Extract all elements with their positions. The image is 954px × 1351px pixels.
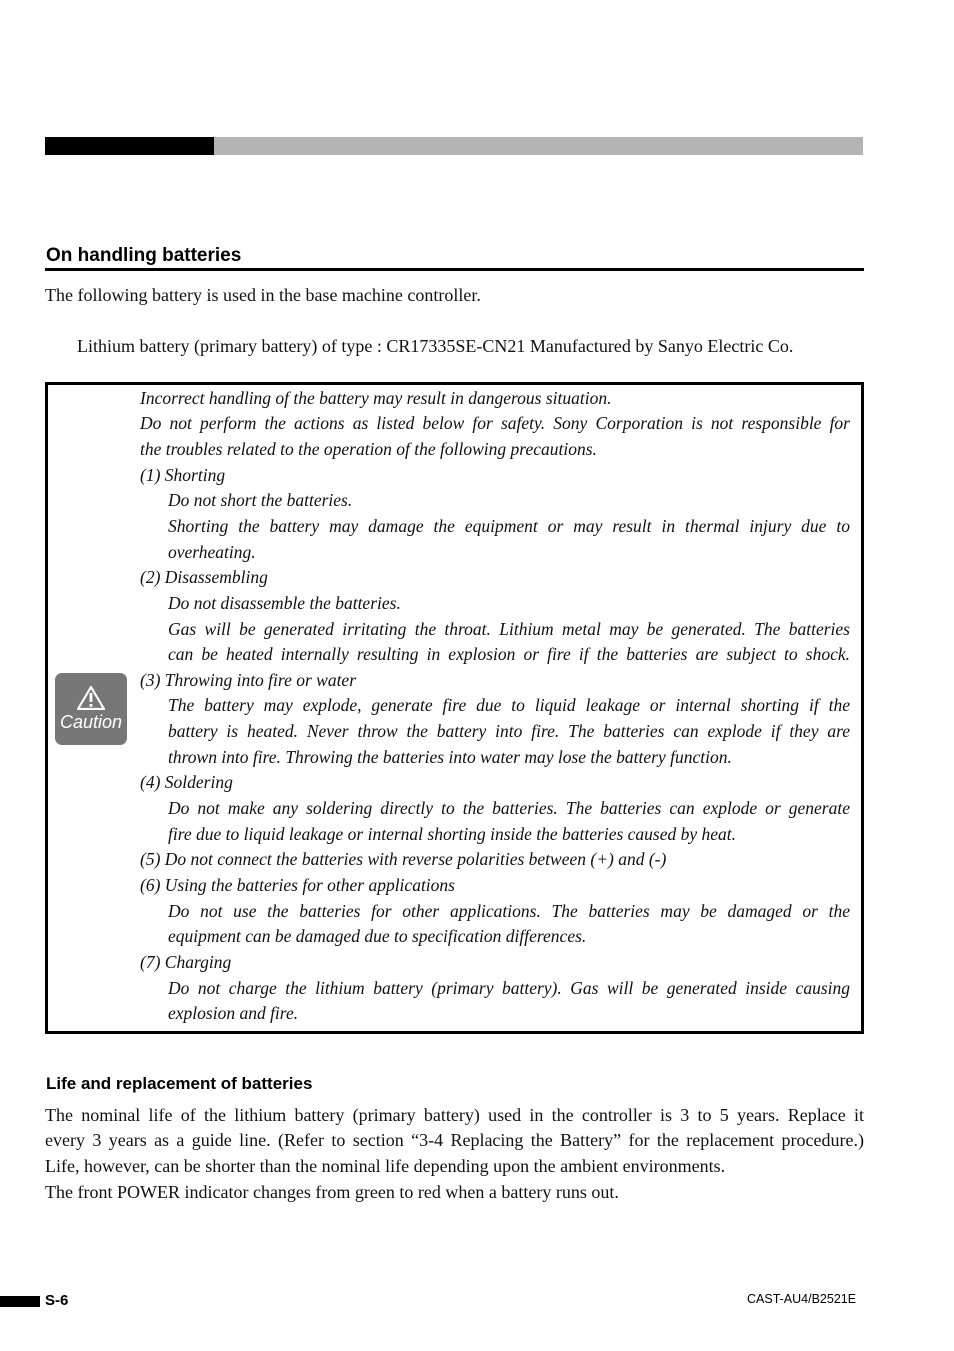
caution-line: Do not short the batteries.: [168, 490, 353, 510]
intro-text: The following battery is used in the base machine controller.: [45, 285, 481, 305]
header-bar-black: [45, 137, 214, 155]
footer-bar: [0, 1296, 40, 1307]
caution-line: Shorting the battery may damage the equipment or may result in thermal injury due to: [168, 516, 850, 536]
caution-line: Do not make any soldering directly to the batteries. The batteries can explode or generate: [168, 798, 850, 818]
caution-line: Do not perform the actions as listed below for safety. Sony Corporation is not responsible for: [140, 413, 850, 433]
caution-line: can be heated internally resulting in explosion or fire if the batteries are subject to shock.: [168, 644, 850, 664]
caution-line: overheating.: [168, 542, 256, 562]
caution-line: Do not use the batteries for other applications. The batteries may be damaged or the: [168, 901, 850, 921]
caution-badge: [55, 673, 127, 745]
caution-item-heading: (2) Disassembling: [140, 567, 268, 587]
header-bar-gray: [214, 137, 863, 155]
caution-item-heading: (5) Do not connect the batteries with reverse polarities between (+) and (-): [140, 849, 667, 869]
caution-item-heading: (7) Charging: [140, 952, 232, 972]
battery-spec: Lithium battery (primary battery) of type : CR17335SE-CN21 Manufactured by Sanyo Electric Co.: [77, 336, 794, 356]
caution-line: The battery may explode, generate fire due to liquid leakage or internal shorting if the: [168, 695, 850, 715]
caution-item-heading: (3) Throwing into fire or water: [140, 670, 357, 690]
page-number: S-6: [45, 1292, 69, 1309]
caution-line: Incorrect handling of the battery may result in dangerous situation.: [140, 388, 612, 408]
caution-line: Do not charge the lithium battery (primary battery). Gas will be generated inside causing: [168, 978, 850, 998]
caution-item-heading: (6) Using the batteries for other applications: [140, 875, 455, 895]
caution-line: explosion and fire.: [168, 1003, 299, 1023]
caution-item-heading: (4) Soldering: [140, 772, 233, 792]
life-section-title: Life and replacement of batteries: [46, 1074, 313, 1093]
life-paragraph-line: The nominal life of the lithium battery (primary battery) used in the controller is 3 to 5 years. Replace it: [45, 1105, 864, 1125]
caution-item-heading: (1) Shorting: [140, 465, 226, 485]
caution-label: Caution: [59, 712, 123, 732]
life-paragraph-line: The front POWER indicator changes from green to red when a battery runs out.: [45, 1182, 619, 1202]
document-code: CAST-AU4/B2521E: [747, 1292, 857, 1306]
caution-line: fire due to liquid leakage or internal shorting inside the batteries caused by heat.: [168, 824, 737, 844]
caution-line: thrown into fire. Throwing the batteries into water may lose the battery function.: [168, 747, 732, 767]
caution-line: the troubles related to the operation of the following precautions.: [140, 439, 597, 459]
caution-line: battery is heated. Never throw the battery into fire. The batteries can explode if they are: [168, 721, 850, 741]
caution-line: Gas will be generated irritating the throat. Lithium metal may be generated. The batteries: [168, 619, 850, 639]
warning-triangle-icon: [77, 686, 105, 710]
caution-line: equipment can be damaged due to specification differences.: [168, 926, 587, 946]
caution-line: Do not disassemble the batteries.: [168, 593, 401, 613]
life-paragraph-line: every 3 years as a guide line. (Refer to section “3-4 Replacing the Battery” for the replacement procedure.): [45, 1130, 864, 1150]
section-title: On handling batteries: [46, 245, 242, 266]
section-title-rule: [45, 268, 864, 271]
life-paragraph-line: Life, however, can be shorter than the nominal life depending upon the ambient environments.: [45, 1156, 726, 1176]
